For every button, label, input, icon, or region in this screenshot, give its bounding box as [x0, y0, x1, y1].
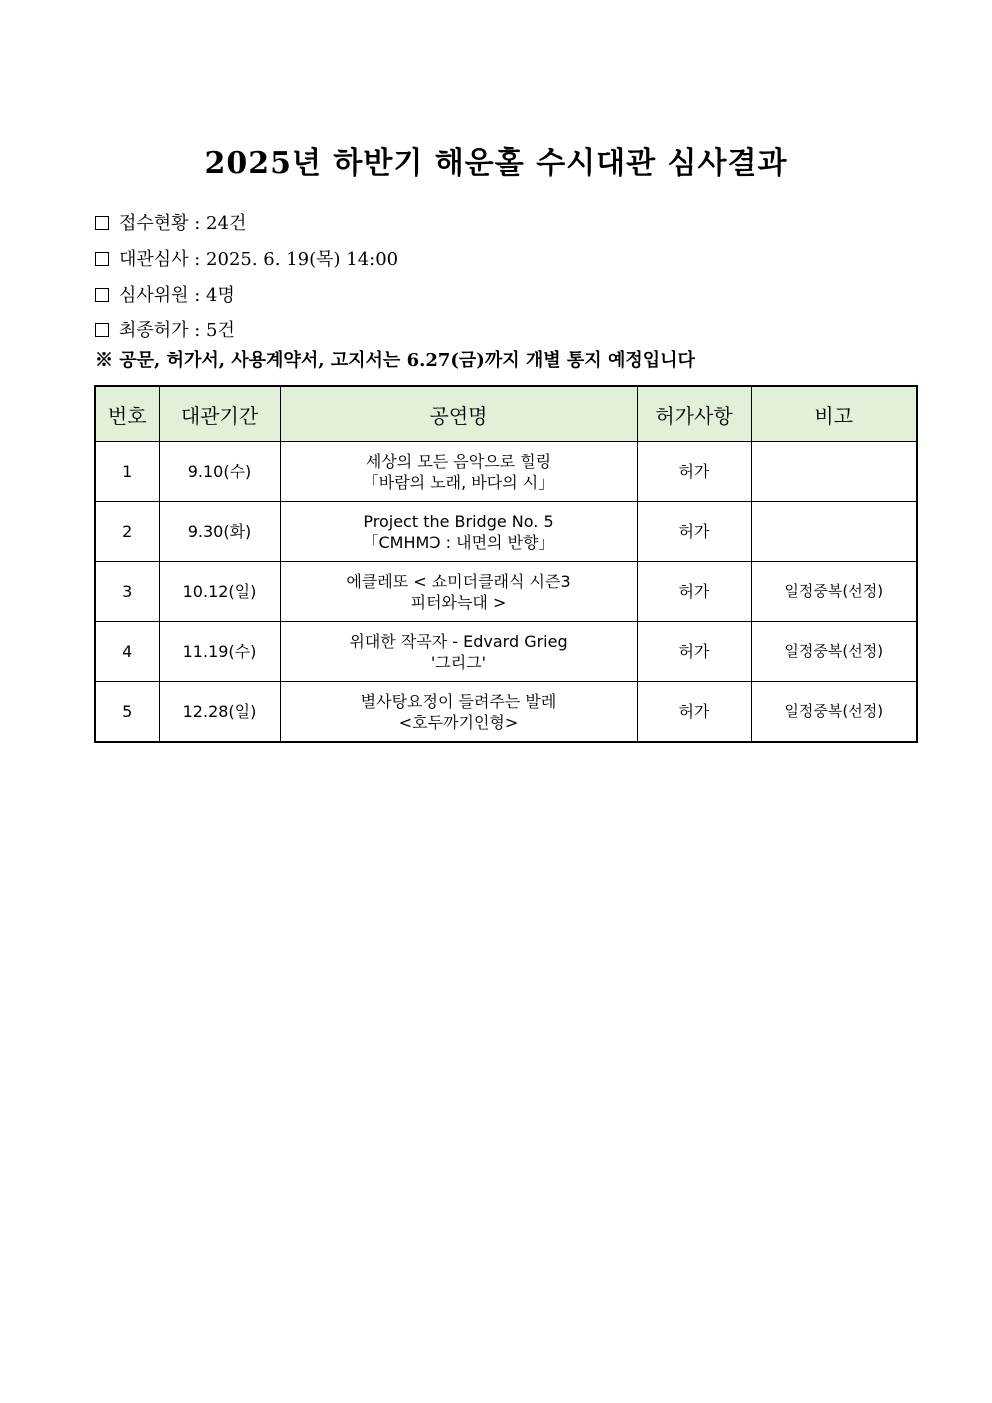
info-text: 최종허가 : 5건 — [119, 320, 235, 341]
performance-line-2: <호두까기인형> — [398, 712, 519, 732]
cell-remarks: 일정중복(선정) — [751, 562, 917, 622]
info-text: 심사위원 : 4명 — [119, 285, 235, 306]
cell-permission: 허가 — [637, 502, 751, 562]
cell-permission: 허가 — [637, 622, 751, 682]
header-number: 번호 — [95, 386, 159, 442]
checkbox-square-icon — [95, 216, 109, 230]
cell-performance — [280, 442, 637, 502]
cell-period: 9.30(화) — [159, 502, 280, 562]
info-text: 대관심사 : 2025. 6. 19(목) 14:00 — [119, 249, 399, 270]
performance-line-2: '그리그' — [430, 652, 487, 672]
performance-line-1: 별사탕요정이 들려주는 발레 — [360, 691, 557, 711]
info-line-receipt — [95, 212, 246, 236]
cell-performance — [280, 562, 637, 622]
cell-remarks: 일정중복(선정) — [751, 622, 917, 682]
performance-line-1: 에클레또 < 쇼미더클래식 시즌3 — [346, 571, 571, 591]
cell-performance — [280, 502, 637, 562]
table-header-row — [95, 386, 917, 442]
checkbox-square-icon — [95, 323, 109, 337]
cell-remarks — [751, 442, 917, 502]
page-title: 2025년 하반기 해운홀 수시대관 심사결과 — [204, 146, 788, 181]
performance-line-2: 「CMHMↃ : 내면의 반향」 — [362, 532, 555, 552]
performance-line-2: 피터와늑대 > — [410, 592, 507, 612]
info-line-review — [95, 248, 398, 272]
cell-number: 4 — [95, 622, 159, 682]
cell-permission: 허가 — [637, 682, 751, 743]
info-line-committee — [95, 284, 235, 308]
notice-text: ※ 공문, 허가서, 사용계약서, 고지서는 6.27(금)까지 개별 통지 예정입니다 — [95, 350, 695, 371]
table-row — [95, 682, 917, 743]
table-row — [95, 502, 917, 562]
performance-line-1: 위대한 작곡자 - Edvard Grieg — [349, 631, 568, 651]
cell-performance — [280, 622, 637, 682]
cell-permission: 허가 — [637, 442, 751, 502]
info-line-approved — [95, 319, 235, 343]
cell-number: 3 — [95, 562, 159, 622]
header-remarks: 비고 — [751, 386, 917, 442]
cell-period: 12.28(일) — [159, 682, 280, 743]
table-row — [95, 562, 917, 622]
checkbox-square-icon — [95, 288, 109, 302]
cell-number: 2 — [95, 502, 159, 562]
performance-line-2: 「바람의 노래, 바다의 시」 — [362, 472, 555, 492]
header-performance: 공연명 — [280, 386, 637, 442]
cell-period: 9.10(수) — [159, 442, 280, 502]
cell-permission: 허가 — [637, 562, 751, 622]
cell-remarks: 일정중복(선정) — [751, 682, 917, 743]
table-row — [95, 622, 917, 682]
header-permission: 허가사항 — [637, 386, 751, 442]
info-text: 접수현황 : 24건 — [119, 213, 247, 234]
cell-number: 1 — [95, 442, 159, 502]
checkbox-square-icon — [95, 252, 109, 266]
performance-line-1: Project the Bridge No. 5 — [363, 511, 554, 531]
header-period: 대관기간 — [159, 386, 280, 442]
cell-period: 11.19(수) — [159, 622, 280, 682]
cell-performance — [280, 682, 637, 743]
table-row — [95, 442, 917, 502]
performance-line-1: 세상의 모든 음악으로 힐링 — [365, 451, 552, 471]
cell-number: 5 — [95, 682, 159, 743]
results-table — [94, 385, 918, 743]
cell-period: 10.12(일) — [159, 562, 280, 622]
cell-remarks — [751, 502, 917, 562]
